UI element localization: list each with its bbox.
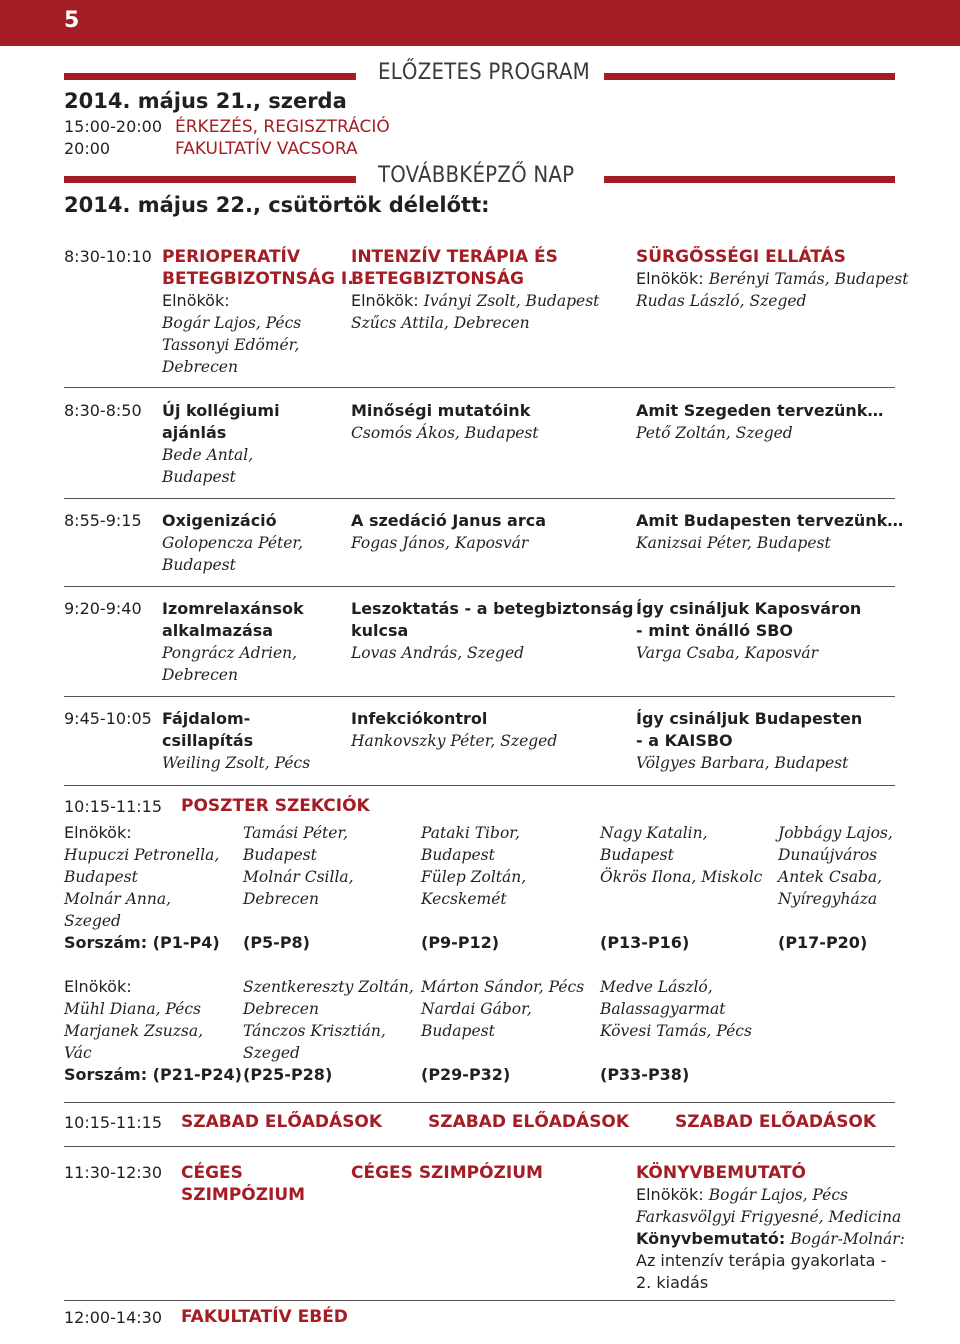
talk-col3 <box>636 708 862 774</box>
talk-col3 <box>636 510 903 554</box>
chair-name: Pataki Tibor, <box>421 824 520 842</box>
chairs-label: Elnökök: <box>64 823 132 842</box>
talk-time: 9:20-9:40 <box>64 599 142 618</box>
talk-title: Fájdalom- <box>162 709 251 728</box>
free-talks-label: SZABAD ELŐADÁSOK <box>428 1112 630 1132</box>
chair-name: Kövesi Tamás, Pécs <box>600 1022 752 1040</box>
poster-group2-col4 <box>600 976 752 1086</box>
chair-name: Marjanek Zsuzsa, <box>64 1022 204 1040</box>
speaker: Völgyes Barbara, Budapest <box>636 754 849 772</box>
session-time: 8:30-10:10 <box>64 247 152 266</box>
chair-name: Debrecen <box>243 1000 319 1018</box>
day2-date: 2014. május 22., csütörtök délelőtt: <box>64 193 490 217</box>
poster-group1-col2 <box>243 822 354 954</box>
free-talks-label: SZABAD ELŐADÁSOK <box>181 1112 383 1132</box>
chair-name: Bogár Lajos, Pécs <box>708 1186 848 1204</box>
session-title: BETEGBIZOTNSÁG I. <box>162 269 354 289</box>
talk-col3 <box>636 598 861 664</box>
chair-name: Dunaújváros <box>778 846 878 864</box>
lunch-time: 12:00-14:30 <box>64 1308 162 1327</box>
talk-title: Minőségi mutatóink <box>351 401 531 420</box>
talk-title: A szedáció Janus arca <box>351 511 547 530</box>
talk-col1 <box>162 510 303 576</box>
book-name: 2. kiadás <box>636 1273 709 1292</box>
talk-title: csillapítás <box>162 731 254 750</box>
symposium-time: 11:30-12:30 <box>64 1163 162 1182</box>
speaker: Hankovszky Péter, Szeged <box>351 732 558 750</box>
chair-name: Szeged <box>243 1044 300 1062</box>
chair-name: Tassonyi Edömér, <box>162 336 300 354</box>
chairs-label: Elnökök: <box>636 269 704 288</box>
session-title: INTENZÍV TERÁPIA ÉS <box>351 247 558 267</box>
talk-col3 <box>636 400 883 444</box>
chair-name: Nagy Katalin, <box>600 824 708 842</box>
rule-left <box>64 176 356 183</box>
divider <box>64 785 895 786</box>
page-number: 5 <box>64 8 80 33</box>
chair-name: Iványi Zsolt, Budapest <box>423 292 600 310</box>
talk-col2 <box>351 400 539 444</box>
poster-title: POSZTER SZEKCIÓK <box>181 796 370 816</box>
divider <box>64 1146 895 1147</box>
book-presentation <box>636 1162 905 1294</box>
session-title: PERIOPERATÍV <box>162 247 301 267</box>
chair-name: Antek Csaba, <box>778 868 883 886</box>
talk-title: Leszoktatás - a betegbiztonság <box>351 599 634 618</box>
poster-group2-col1 <box>64 976 242 1086</box>
poster-group1-col5 <box>778 822 893 954</box>
book-name: Az intenzív terápia gyakorlata - <box>636 1251 887 1270</box>
speaker: Budapest <box>162 468 236 486</box>
chair-name: Fülep Zoltán, <box>421 868 527 886</box>
divider <box>64 586 895 587</box>
chair-name: Szeged <box>64 912 121 930</box>
poster-group1-col3 <box>421 822 526 954</box>
chair-name: Budapest <box>243 846 317 864</box>
talk-time: 9:45-10:05 <box>64 709 152 728</box>
divider <box>64 387 895 388</box>
chair-name: Balassagyarmat <box>600 1000 726 1018</box>
divider <box>64 498 895 499</box>
talk-col1 <box>162 400 280 488</box>
presenter-label: Könyvbemutató: <box>636 1229 786 1248</box>
chair-name: Farkasvölgyi Frigyesné, Medicina <box>636 1208 902 1226</box>
chair-name: Ökrös Ilona, Miskolc <box>600 868 763 886</box>
free-talks-label: SZABAD ELŐADÁSOK <box>675 1112 877 1132</box>
poster-group1-col1 <box>64 822 220 954</box>
talk-title: Amit Szegeden tervezünk… <box>636 401 884 420</box>
section-title-preliminary: ELŐZETES PROGRAM <box>378 60 590 85</box>
rule-left <box>64 73 356 80</box>
session-col2 <box>351 246 599 334</box>
talk-title: Így csináljuk Budapesten <box>636 709 863 728</box>
speaker: Pongrácz Adrien, <box>162 644 298 662</box>
chair-name: Vác <box>64 1044 92 1062</box>
chair-name: Tánczos Krisztián, <box>243 1022 386 1040</box>
chair-name: Budapest <box>421 1022 495 1040</box>
chair-name: Márton Sándor, Pécs <box>421 978 585 996</box>
poster-number: (P5-P8) <box>243 933 310 952</box>
session-col3 <box>636 246 908 312</box>
talk-time: 8:30-8:50 <box>64 401 142 420</box>
divider <box>64 1102 895 1103</box>
book-title-heading: KÖNYVBEMUTATÓ <box>636 1163 807 1183</box>
rule-right <box>604 73 895 80</box>
speaker: Bede Antal, <box>162 446 254 464</box>
chair-name: Budapest <box>600 846 674 864</box>
poster-time: 10:15-11:15 <box>64 797 162 816</box>
talk-title: Új kollégiumi <box>162 401 280 420</box>
talk-col2 <box>351 708 557 752</box>
talk-title: Így csináljuk Kaposváron <box>636 599 862 618</box>
talk-col2 <box>351 598 633 664</box>
speaker: Csomós Ákos, Budapest <box>351 424 539 442</box>
chair-name: Berényi Tamás, Budapest <box>708 270 909 288</box>
talk-title: Izomrelaxánsok <box>162 599 304 618</box>
chair-name: Bogár Lajos, Pécs <box>162 314 302 332</box>
presenter: Bogár-Molnár: <box>790 1230 905 1248</box>
chair-name: Budapest <box>64 868 138 886</box>
poster-group2-col3 <box>421 976 584 1086</box>
symposium-col1 <box>181 1162 305 1206</box>
chair-name: Hupuczi Petronella, <box>64 846 220 864</box>
chair-name: Szűcs Attila, Debrecen <box>351 314 530 332</box>
talk-title: Amit Budapesten tervezünk… <box>636 511 904 530</box>
chair-name: Debrecen <box>243 890 319 908</box>
chairs-label: Elnökök: <box>162 291 230 310</box>
speaker: Budapest <box>162 556 236 574</box>
talk-col1 <box>162 598 304 686</box>
speaker: Weiling Zsolt, Pécs <box>162 754 311 772</box>
speaker: Pető Zoltán, Szeged <box>636 424 793 442</box>
chairs-label: Elnökök: <box>351 291 419 310</box>
talk-title: - a KAISBO <box>636 731 733 750</box>
lunch-label: FAKULTATÍV EBÉD <box>181 1307 348 1327</box>
day1-row-label: ÉRKEZÉS, REGISZTRÁCIÓ <box>175 117 390 137</box>
talk-title: Oxigenizáció <box>162 511 277 530</box>
speaker: Golopencza Péter, <box>162 534 304 552</box>
poster-number: (P33-P38) <box>600 1065 690 1084</box>
talk-col2 <box>351 510 546 554</box>
speaker: Lovas András, Szeged <box>351 644 525 662</box>
chairs-label: Elnökök: <box>64 977 132 996</box>
chair-name: Medve László, <box>600 978 713 996</box>
speaker: Fogas János, Kaposvár <box>351 534 529 552</box>
poster-number: Sorszám: (P21-P24) <box>64 1065 242 1084</box>
rule-right <box>604 176 895 183</box>
speaker: Kanizsai Péter, Budapest <box>636 534 831 552</box>
chair-name: Budapest <box>421 846 495 864</box>
chair-name: Nyíregyháza <box>778 890 878 908</box>
day1-row-time: 20:00 <box>64 139 111 158</box>
poster-number: (P25-P28) <box>243 1065 333 1084</box>
talk-title: kulcsa <box>351 621 409 640</box>
free-talks-time: 10:15-11:15 <box>64 1113 162 1132</box>
chair-name: Molnár Csilla, <box>243 868 354 886</box>
chair-name: Molnár Anna, <box>64 890 172 908</box>
speaker: Varga Csaba, Kaposvár <box>636 644 819 662</box>
section-title-training: TOVÁBBKÉPZŐ NAP <box>378 163 575 188</box>
chair-name: Debrecen <box>162 358 238 376</box>
poster-number: Sorszám: (P1-P4) <box>64 933 220 952</box>
talk-title: alkalmazása <box>162 621 274 640</box>
poster-group2-col2 <box>243 976 414 1086</box>
chair-name: Rudas László, Szeged <box>636 292 807 310</box>
talk-title: Infekciókontrol <box>351 709 488 728</box>
day1-row-time: 15:00-20:00 <box>64 117 162 136</box>
poster-group1-col4 <box>600 822 762 954</box>
chair-name: Kecskemét <box>421 890 507 908</box>
talk-title: - mint önálló SBO <box>636 621 794 640</box>
poster-number: (P9-P12) <box>421 933 500 952</box>
speaker: Debrecen <box>162 666 238 684</box>
session-title: BETEGBIZTONSÁG <box>351 269 524 289</box>
poster-number: (P13-P16) <box>600 933 690 952</box>
top-bar <box>0 0 960 46</box>
talk-col1 <box>162 708 310 774</box>
chairs-label: Elnökök: <box>636 1185 704 1204</box>
talk-title: ajánlás <box>162 423 227 442</box>
day1-date: 2014. május 21., szerda <box>64 89 347 113</box>
chair-name: Tamási Péter, <box>243 824 349 842</box>
poster-number: (P29-P32) <box>421 1065 511 1084</box>
talk-time: 8:55-9:15 <box>64 511 142 530</box>
session-col1 <box>162 246 354 378</box>
chair-name: Szentkereszty Zoltán, <box>243 978 414 996</box>
symposium-title: CÉGES SZIMPÓZIUM <box>351 1163 543 1183</box>
divider <box>64 696 895 697</box>
chair-name: Jobbágy Lajos, <box>778 824 893 842</box>
day1-row-label: FAKULTATÍV VACSORA <box>175 139 358 159</box>
chair-name: Mühl Diana, Pécs <box>64 1000 201 1018</box>
session-title: SÜRGŐSSÉGI ELLÁTÁS <box>636 247 846 267</box>
poster-number: (P17-P20) <box>778 933 868 952</box>
symposium-title: SZIMPÓZIUM <box>181 1185 306 1205</box>
divider <box>64 1300 895 1301</box>
chair-name: Nardai Gábor, <box>421 1000 532 1018</box>
symposium-title: CÉGES <box>181 1163 243 1183</box>
